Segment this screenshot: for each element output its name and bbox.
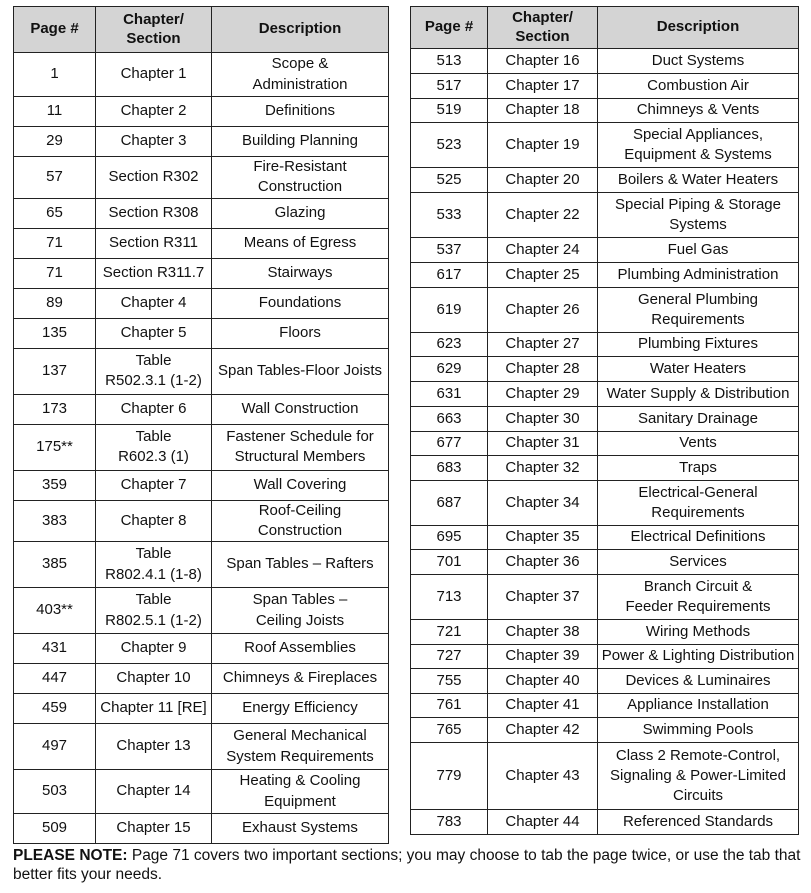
description-cell: Traps xyxy=(598,456,799,481)
chapter-header: Chapter/ Section xyxy=(488,7,598,49)
table-row xyxy=(411,407,799,432)
table-row xyxy=(14,157,389,199)
description-cell: Means of Egress xyxy=(212,228,389,258)
description-cell: Sanitary Drainage xyxy=(598,407,799,432)
description-cell: Building Planning xyxy=(212,127,389,157)
page-number-cell: 71 xyxy=(14,258,96,288)
table-row xyxy=(14,470,389,500)
page-number-cell: 779 xyxy=(411,743,488,810)
description-cell: Fuel Gas xyxy=(598,238,799,263)
table-row xyxy=(14,724,389,770)
table-row xyxy=(411,456,799,481)
description-cell: Chimneys & Fireplaces xyxy=(212,664,389,694)
table-row xyxy=(411,333,799,357)
table-row xyxy=(411,810,799,835)
chapter-cell: Chapter 36 xyxy=(488,550,598,575)
page-number-cell: 727 xyxy=(411,645,488,669)
table-row xyxy=(14,127,389,157)
table-row xyxy=(411,263,799,288)
page-number-cell: 783 xyxy=(411,810,488,835)
description-header: Description xyxy=(212,7,389,53)
chapter-cell: Table R602.3 (1) xyxy=(96,424,212,470)
page-number-cell: 519 xyxy=(411,99,488,123)
page-number-cell: 537 xyxy=(411,238,488,263)
page-number-cell: 713 xyxy=(411,575,488,620)
chapter-cell: Chapter 26 xyxy=(488,288,598,333)
page-number-cell: 65 xyxy=(14,198,96,228)
table-row xyxy=(411,193,799,238)
table-row xyxy=(411,288,799,333)
chapter-cell: Chapter 25 xyxy=(488,263,598,288)
description-cell: Stairways xyxy=(212,258,389,288)
table-row xyxy=(411,123,799,168)
chapter-cell: Chapter 37 xyxy=(488,575,598,620)
page-number-cell: 57 xyxy=(14,157,96,199)
page-number-cell: 761 xyxy=(411,694,488,718)
note-label: PLEASE NOTE: xyxy=(13,847,128,864)
table-row xyxy=(411,49,799,74)
description-cell: Roof-Ceiling Construction xyxy=(212,500,389,542)
page-number-cell: 695 xyxy=(411,526,488,550)
page-number-cell: 631 xyxy=(411,382,488,407)
page-number-cell: 509 xyxy=(14,814,96,844)
description-cell: Special Piping & Storage Systems xyxy=(598,193,799,238)
chapter-cell: Chapter 44 xyxy=(488,810,598,835)
chapter-cell: Table R502.3.1 (1-2) xyxy=(96,348,212,394)
page-number-cell: 1 xyxy=(14,53,96,97)
chapter-cell: Chapter 7 xyxy=(96,470,212,500)
chapter-cell: Chapter 2 xyxy=(96,97,212,127)
table-row xyxy=(14,228,389,258)
chapter-cell: Chapter 13 xyxy=(96,724,212,770)
description-cell: Swimming Pools xyxy=(598,718,799,743)
table-row xyxy=(411,620,799,645)
description-cell: Power & Lighting Distribution xyxy=(598,645,799,669)
page-number-cell: 513 xyxy=(411,49,488,74)
table-row xyxy=(411,550,799,575)
chapter-cell: Chapter 22 xyxy=(488,193,598,238)
chapter-cell: Chapter 18 xyxy=(488,99,598,123)
page-number-cell: 29 xyxy=(14,127,96,157)
description-cell: Fire-Resistant Construction xyxy=(212,157,389,199)
page-number-cell: 385 xyxy=(14,542,96,588)
page-number-cell: 663 xyxy=(411,407,488,432)
page-number-cell: 359 xyxy=(14,470,96,500)
description-cell: General Plumbing Requirements xyxy=(598,288,799,333)
page-number-cell: 137 xyxy=(14,348,96,394)
description-cell: Foundations xyxy=(212,288,389,318)
table-row xyxy=(411,743,799,810)
chapter-cell: Chapter 11 [RE] xyxy=(96,694,212,724)
chapter-cell: Chapter 20 xyxy=(488,168,598,193)
page-number-cell: 755 xyxy=(411,669,488,694)
please-note xyxy=(13,847,803,884)
description-cell: Special Appliances, Equipment & Systems xyxy=(598,123,799,168)
table-row xyxy=(14,500,389,542)
table-row xyxy=(14,288,389,318)
chapter-cell: Chapter 5 xyxy=(96,318,212,348)
page-number-cell: 497 xyxy=(14,724,96,770)
header-row xyxy=(411,7,799,49)
page-number-cell: 619 xyxy=(411,288,488,333)
page-number-cell: 765 xyxy=(411,718,488,743)
description-cell: Wiring Methods xyxy=(598,620,799,645)
description-cell: Glazing xyxy=(212,198,389,228)
description-cell: Electrical-General Requirements xyxy=(598,481,799,526)
header-row xyxy=(14,7,389,53)
page-number-cell: 677 xyxy=(411,432,488,456)
description-cell: Boilers & Water Heaters xyxy=(598,168,799,193)
description-cell: Floors xyxy=(212,318,389,348)
chapter-cell: Chapter 42 xyxy=(488,718,598,743)
description-cell: Scope & Administration xyxy=(212,53,389,97)
page-header: Page # xyxy=(14,7,96,53)
left-index-table xyxy=(13,6,389,844)
chapter-cell: Chapter 41 xyxy=(488,694,598,718)
chapter-cell: Chapter 10 xyxy=(96,664,212,694)
page-number-cell: 517 xyxy=(411,74,488,99)
chapter-cell: Table R802.5.1 (1-2) xyxy=(96,588,212,634)
chapter-cell: Chapter 38 xyxy=(488,620,598,645)
description-cell: Water Heaters xyxy=(598,357,799,382)
page-number-cell: 533 xyxy=(411,193,488,238)
description-cell: Chimneys & Vents xyxy=(598,99,799,123)
chapter-cell: Chapter 30 xyxy=(488,407,598,432)
table-row xyxy=(14,97,389,127)
chapter-cell: Section R311 xyxy=(96,228,212,258)
table-row xyxy=(411,481,799,526)
page-number-cell: 11 xyxy=(14,97,96,127)
table-row xyxy=(14,770,389,814)
table-row xyxy=(411,99,799,123)
description-cell: Wall Covering xyxy=(212,470,389,500)
description-cell: Exhaust Systems xyxy=(212,814,389,844)
page-number-cell: 431 xyxy=(14,634,96,664)
table-row xyxy=(14,664,389,694)
page-number-cell: 175** xyxy=(14,424,96,470)
page-number-cell: 383 xyxy=(14,500,96,542)
description-cell: Plumbing Fixtures xyxy=(598,333,799,357)
table-row xyxy=(411,526,799,550)
page-number-cell: 701 xyxy=(411,550,488,575)
table-row xyxy=(411,645,799,669)
chapter-cell: Chapter 14 xyxy=(96,770,212,814)
page-number-cell: 135 xyxy=(14,318,96,348)
description-cell: Duct Systems xyxy=(598,49,799,74)
page-number-cell: 687 xyxy=(411,481,488,526)
chapter-cell: Chapter 4 xyxy=(96,288,212,318)
table-row xyxy=(411,168,799,193)
description-cell: Span Tables-Floor Joists xyxy=(212,348,389,394)
note-text: Page 71 covers two important sections; you may choose to tab the page twice, or use the tab that better fits your needs. xyxy=(13,847,801,883)
description-cell: Water Supply & Distribution xyxy=(598,382,799,407)
description-cell: Heating & Cooling Equipment xyxy=(212,770,389,814)
description-cell: Span Tables – Rafters xyxy=(212,542,389,588)
description-cell: Fastener Schedule for Structural Members xyxy=(212,424,389,470)
table-row xyxy=(411,357,799,382)
table-row xyxy=(14,348,389,394)
page-number-cell: 89 xyxy=(14,288,96,318)
table-row xyxy=(411,669,799,694)
table-row xyxy=(411,575,799,620)
chapter-cell: Chapter 8 xyxy=(96,500,212,542)
page-header: Page # xyxy=(411,7,488,49)
table-row xyxy=(14,424,389,470)
chapter-cell: Chapter 9 xyxy=(96,634,212,664)
chapter-cell: Chapter 29 xyxy=(488,382,598,407)
description-cell: General Mechanical System Requirements xyxy=(212,724,389,770)
description-cell: Branch Circuit & Feeder Requirements xyxy=(598,575,799,620)
chapter-cell: Table R802.4.1 (1-8) xyxy=(96,542,212,588)
page-number-cell: 173 xyxy=(14,394,96,424)
table-row xyxy=(14,542,389,588)
chapter-cell: Chapter 40 xyxy=(488,669,598,694)
chapter-cell: Chapter 15 xyxy=(96,814,212,844)
description-cell: Span Tables – Ceiling Joists xyxy=(212,588,389,634)
chapter-cell: Chapter 28 xyxy=(488,357,598,382)
page-number-cell: 447 xyxy=(14,664,96,694)
page-number-cell: 629 xyxy=(411,357,488,382)
chapter-cell: Chapter 3 xyxy=(96,127,212,157)
page-number-cell: 71 xyxy=(14,228,96,258)
chapter-cell: Section R311.7 xyxy=(96,258,212,288)
chapter-cell: Chapter 32 xyxy=(488,456,598,481)
page-number-cell: 403** xyxy=(14,588,96,634)
table-row xyxy=(14,258,389,288)
table-row xyxy=(14,53,389,97)
description-cell: Combustion Air xyxy=(598,74,799,99)
description-cell: Wall Construction xyxy=(212,394,389,424)
page-number-cell: 503 xyxy=(14,770,96,814)
table-row xyxy=(14,318,389,348)
description-cell: Electrical Definitions xyxy=(598,526,799,550)
table-row xyxy=(14,694,389,724)
table-row xyxy=(411,382,799,407)
chapter-cell: Chapter 17 xyxy=(488,74,598,99)
description-cell: Appliance Installation xyxy=(598,694,799,718)
description-cell: Referenced Standards xyxy=(598,810,799,835)
chapter-cell: Chapter 27 xyxy=(488,333,598,357)
description-cell: Roof Assemblies xyxy=(212,634,389,664)
chapter-cell: Section R302 xyxy=(96,157,212,199)
chapter-header: Chapter/ Section xyxy=(96,7,212,53)
page-number-cell: 617 xyxy=(411,263,488,288)
table-row xyxy=(14,588,389,634)
chapter-cell: Chapter 39 xyxy=(488,645,598,669)
right-index-table xyxy=(410,6,799,835)
chapter-cell: Chapter 35 xyxy=(488,526,598,550)
chapter-cell: Chapter 34 xyxy=(488,481,598,526)
page-number-cell: 683 xyxy=(411,456,488,481)
description-cell: Vents xyxy=(598,432,799,456)
table-row xyxy=(411,74,799,99)
description-cell: Energy Efficiency xyxy=(212,694,389,724)
chapter-cell: Chapter 43 xyxy=(488,743,598,810)
page-number-cell: 623 xyxy=(411,333,488,357)
description-header: Description xyxy=(598,7,799,49)
table-row xyxy=(14,814,389,844)
page-number-cell: 459 xyxy=(14,694,96,724)
description-cell: Class 2 Remote-Control, Signaling & Power-Limited Circuits xyxy=(598,743,799,810)
table-row xyxy=(411,694,799,718)
chapter-cell: Chapter 16 xyxy=(488,49,598,74)
chapter-cell: Chapter 6 xyxy=(96,394,212,424)
chapter-cell: Section R308 xyxy=(96,198,212,228)
chapter-cell: Chapter 19 xyxy=(488,123,598,168)
description-cell: Devices & Luminaires xyxy=(598,669,799,694)
description-cell: Services xyxy=(598,550,799,575)
table-row xyxy=(14,198,389,228)
description-cell: Plumbing Administration xyxy=(598,263,799,288)
chapter-cell: Chapter 31 xyxy=(488,432,598,456)
page-number-cell: 721 xyxy=(411,620,488,645)
table-row xyxy=(411,718,799,743)
description-cell: Definitions xyxy=(212,97,389,127)
table-row xyxy=(14,394,389,424)
chapter-cell: Chapter 1 xyxy=(96,53,212,97)
table-row xyxy=(411,238,799,263)
chapter-cell: Chapter 24 xyxy=(488,238,598,263)
page-number-cell: 523 xyxy=(411,123,488,168)
table-row xyxy=(14,634,389,664)
table-row xyxy=(411,432,799,456)
page-number-cell: 525 xyxy=(411,168,488,193)
